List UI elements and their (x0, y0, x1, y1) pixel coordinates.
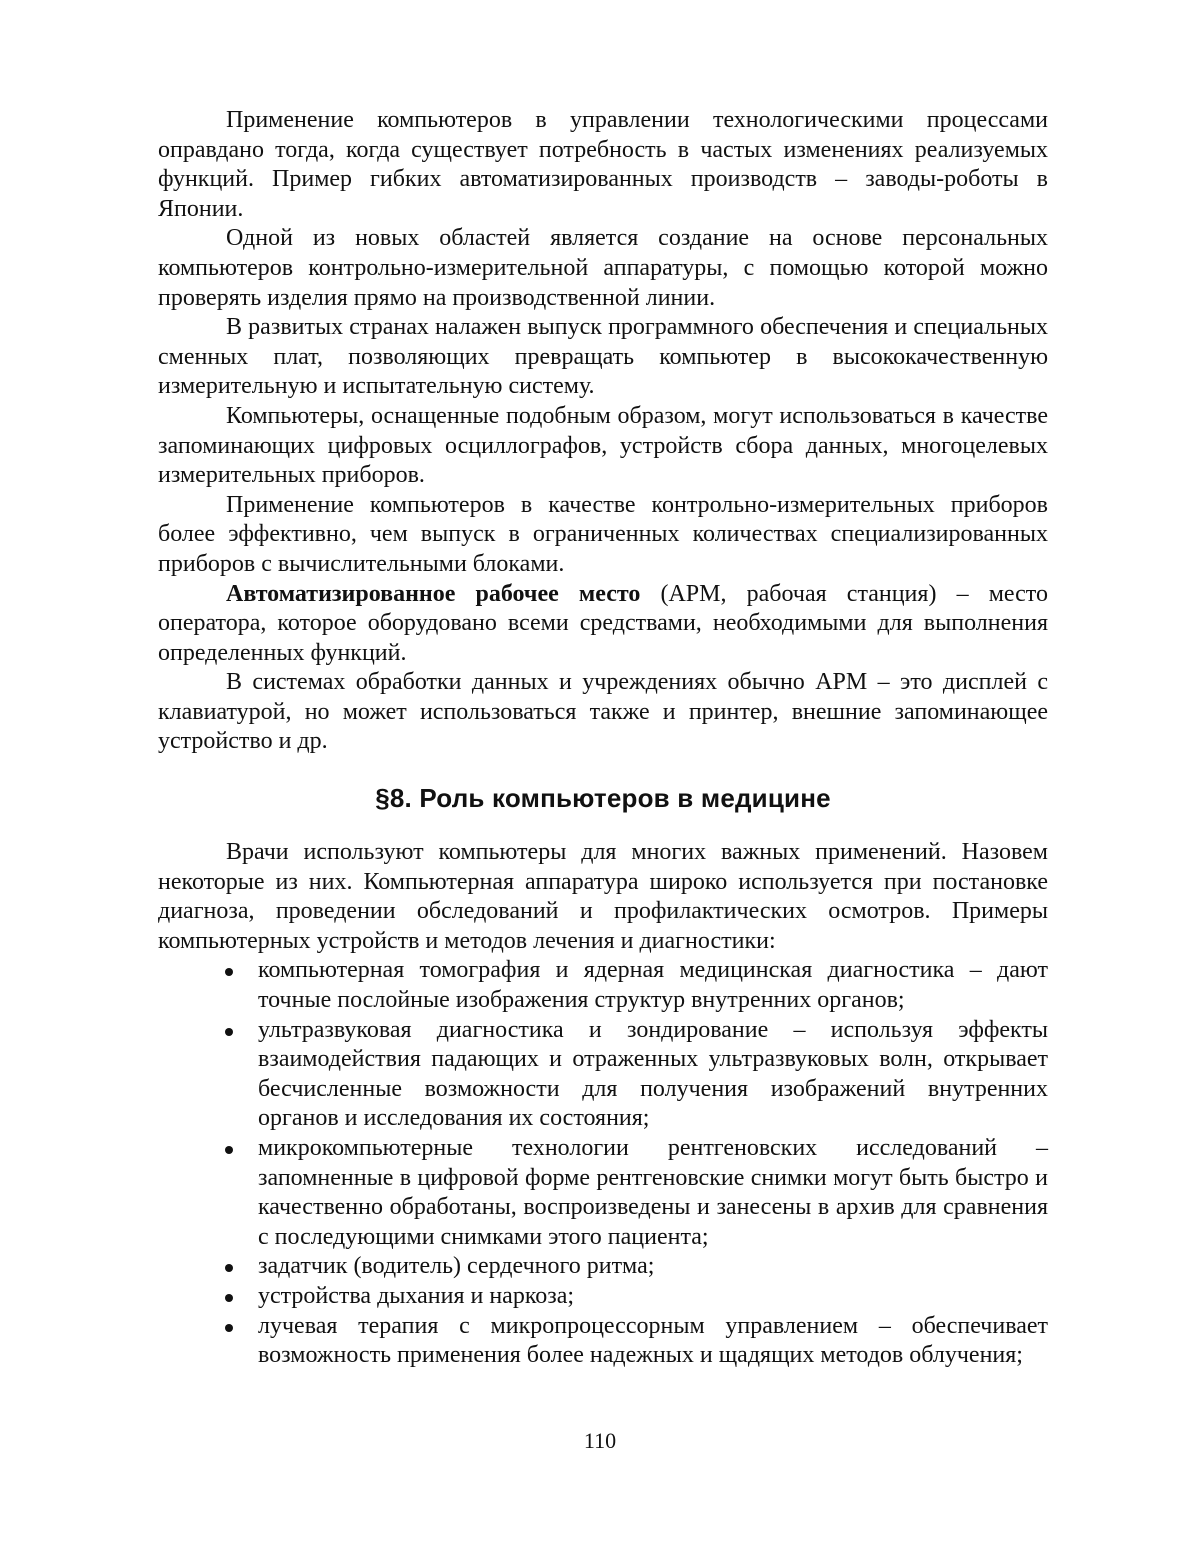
bullet-icon (225, 1264, 233, 1272)
list-item-text: ультразвуковая диагностика и зондирование – используя эффекты взаимодействия падающих и отраженных ультразвуковых волн, открывает бесчисленные возможности для получения изображений внутренних органов и исследования их состояния; (258, 1017, 1048, 1132)
arm-definition-text: (АРМ, рабочая станция) – место оператора, которое оборудовано всеми средствами, необходимыми для выполнения определенных функций. (158, 581, 1048, 666)
bullet-icon (225, 968, 233, 976)
paragraph-arm-definition (158, 580, 1048, 669)
list-item-text: устройства дыхания и наркоза; (258, 1283, 574, 1309)
list-item (158, 956, 1048, 1015)
list-item (158, 1282, 1048, 1312)
list-item (158, 1016, 1048, 1134)
paragraph-measurement-equipment: Одной из новых областей является создание на основе персональных компьютеров контрольно-измерительной аппаратуры, с помощью которой можно проверять изделия прямо на производственной линии. (158, 224, 1048, 313)
bullet-list (158, 956, 1048, 1370)
paragraph-medicine-intro: Врачи используют компьютеры для многих важных применений. Назовем некоторые из них. Компьютерная аппаратура широко используется при постановке диагноза, проведении обследований и профилактических осмотров. Примеры компьютерных устройств и методов лечения и диагностики: (158, 838, 1048, 956)
list-item-text: компьютерная томография и ядерная медицинская диагностика – дают точные послойные изображения структур внутренних органов; (258, 957, 1048, 1013)
list-item (158, 1252, 1048, 1282)
list-item-text: микрокомпьютерные технологии рентгеновских исследований – запомненные в цифровой форме рентгеновские снимки могут быть быстро и качественно обработаны, воспроизведены и занесены в архив для сравнения с последующими снимками этого пациента; (258, 1135, 1048, 1250)
list-item-text: задатчик (водитель) сердечного ритма; (258, 1253, 654, 1279)
arm-term: Автоматизированное рабочее место (226, 581, 640, 607)
bullet-icon (225, 1146, 233, 1154)
list-item-text: лучевая терапия с микропроцессорным управлением – обеспечивает возможность применения более надежных и щадящих методов облучения; (258, 1313, 1048, 1369)
list-item (158, 1134, 1048, 1252)
paragraph-software-boards: В развитых странах налажен выпуск программного обеспечения и специальных сменных плат, позволяющих превращать компьютер в высококачественную измерительную и испытательную систему. (158, 313, 1048, 402)
page-number: 110 (0, 1428, 1200, 1454)
bullet-icon (225, 1028, 233, 1036)
page-body (158, 106, 1048, 1371)
bullet-icon (225, 1324, 233, 1332)
paragraph-process-control: Применение компьютеров в управлении технологическими процессами оправдано тогда, когда существует потребность в частых изменениях реализуемых функций. Пример гибких автоматизированных производств – заводы-роботы в Японии. (158, 106, 1048, 224)
paragraph-arm-systems: В системах обработки данных и учреждениях обычно АРМ – это дисплей с клавиатурой, но может использоваться также и принтер, внешние запоминающее устройство и др. (158, 668, 1048, 757)
section-title: §8. Роль компьютеров в медицине (158, 782, 1048, 814)
bullet-icon (225, 1294, 233, 1302)
paragraph-efficiency: Применение компьютеров в качестве контрольно-измерительных приборов более эффективно, чем выпуск в ограниченных количествах специализированных приборов с вычислительными блоками. (158, 491, 1048, 580)
list-item (158, 1312, 1048, 1371)
document-page (0, 0, 1200, 1553)
paragraph-oscilloscopes: Компьютеры, оснащенные подобным образом, могут использоваться в качестве запоминающих цифровых осциллографов, устройств сбора данных, многоцелевых измерительных приборов. (158, 402, 1048, 491)
